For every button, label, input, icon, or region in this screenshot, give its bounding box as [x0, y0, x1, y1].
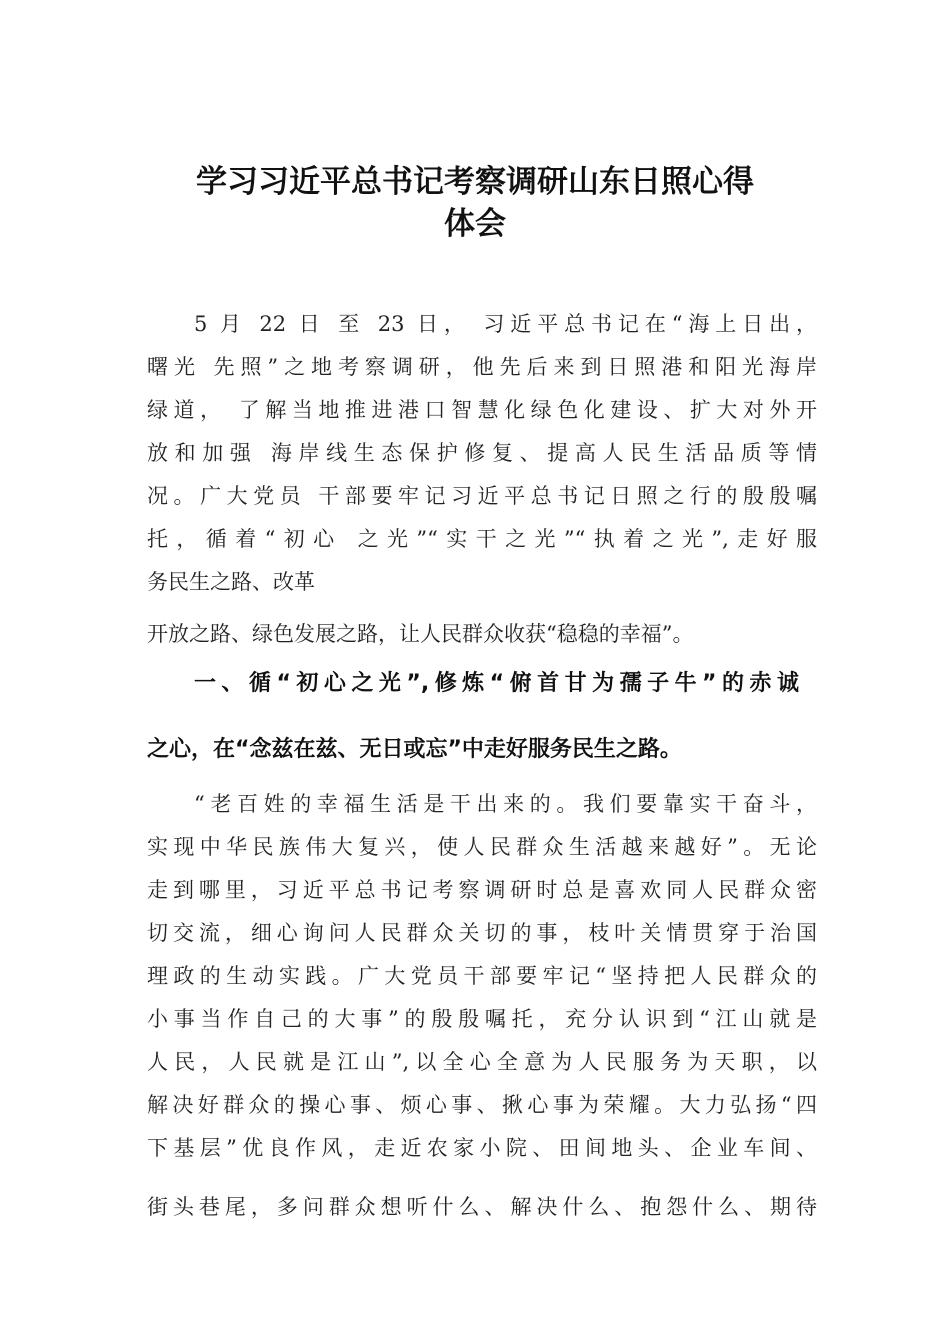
intro-paragraph-line: 开放之路、绿色发展之路，让人民群众收获“稳稳的幸福”。 — [147, 622, 694, 646]
intro-paragraph-line: 务民生之路、改革 — [147, 570, 315, 594]
section-body-line: 理政的生动实践。广大党员干部要牢记“坚持把人民群众的 — [147, 964, 817, 988]
intro-paragraph-line: 放和加强 海岸线生态保护修复、提高人民生活品质等情 — [147, 441, 817, 465]
section-body-line: 人民，人民就是江山”,以全心全意为人民服务为天职，以 — [147, 1050, 817, 1074]
section-body-line: 走到哪里，习近平总书记考察调研时总是喜欢同人民群众密 — [147, 878, 817, 902]
section-body-line: 切交流，细心询问人民群众关切的事，枝叶关情贯穿于治国 — [147, 921, 817, 945]
section-heading-line: 一、循“初心之光”,修炼“俯首甘为孺子牛”的赤诚 — [194, 671, 799, 696]
section-heading-line: 之心，在“念兹在兹、无日或忘”中走好服务民生之路。 — [147, 737, 682, 762]
section-body-line: 下基层”优良作风，走近农家小院、田间地头、企业车间、 — [147, 1136, 817, 1160]
document-title-line-1: 学习习近平总书记考察调研山东日照心得 — [196, 164, 754, 200]
intro-paragraph-line: 托，循着“初心 之光”“实干之光”“执着之光”,走好服 — [147, 527, 817, 551]
intro-paragraph-line: 5 月 22 日 至 23 日， 习近平总书记在“海上日出， — [194, 312, 817, 336]
section-body-line: “老百姓的幸福生活是干出来的。我们要靠实干奋斗， — [194, 792, 817, 816]
intro-paragraph-line: 况。广大党员 干部要牢记习近平总书记日照之行的殷殷嘱 — [147, 484, 817, 508]
intro-paragraph-line: 绿道， 了解当地推进港口智慧化绿色化建设、扩大对外开 — [147, 398, 817, 422]
section-body-line: 实现中华民族伟大复兴，使人民群众生活越来越好”。无论 — [147, 835, 817, 859]
section-body-line: 解决好群众的操心事、烦心事、揪心事为荣耀。大力弘扬“四 — [147, 1093, 817, 1117]
document-title-line-2: 体会 — [444, 206, 506, 242]
section-body-line: 小事当作自己的大事”的殷殷嘱托，充分认识到“江山就是 — [147, 1007, 817, 1031]
section-body-line: 街头巷尾，多问群众想听什么、解决什么、抱怨什么、期待 — [147, 1195, 817, 1219]
intro-paragraph-line: 曙光 先照”之地考察调研，他先后来到日照港和阳光海岸 — [147, 355, 817, 379]
